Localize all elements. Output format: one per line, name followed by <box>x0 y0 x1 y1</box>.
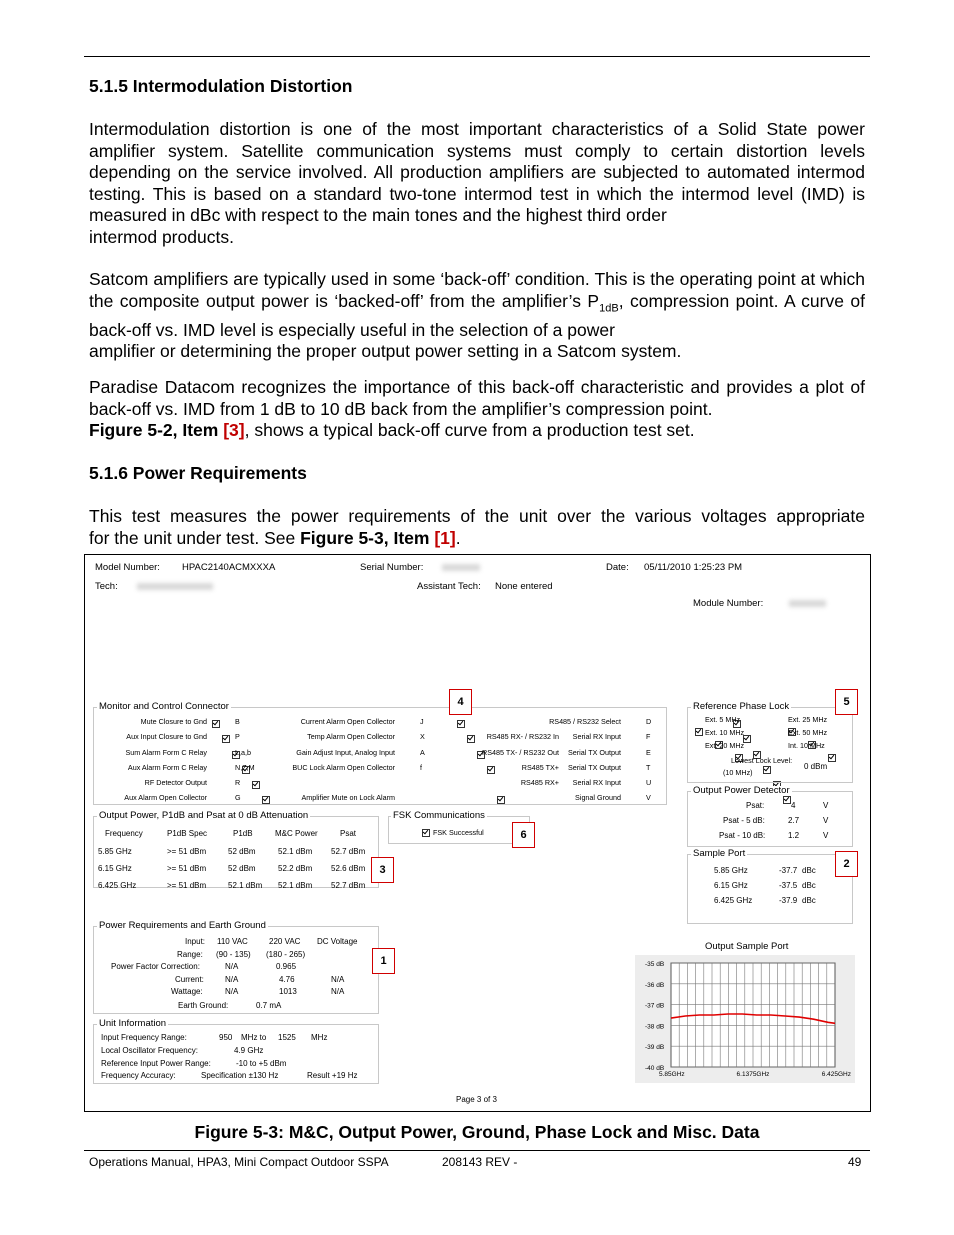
ref-lock-item: Ext. 50 MHz <box>788 728 828 737</box>
footer-title: Operations Manual, HPA3, Mini Compact Outdoor SSPA <box>89 1155 389 1169</box>
sp-freq: 6.15 GHz <box>714 881 748 890</box>
mc-label: Sum Alarm Form C Relay <box>125 748 207 757</box>
sp-value: -37.9 <box>779 896 798 905</box>
callout-1: 1 <box>372 948 395 974</box>
footer-revision: 208143 REV - <box>442 1155 518 1169</box>
mc-pin: L,a,b <box>235 748 251 757</box>
ui-lo-label: Local Oscillator Frequency: <box>101 1046 198 1055</box>
ref-lock-item: Ext. 20 MHz <box>705 741 745 750</box>
opd-psat5-value: 2.7 <box>788 816 800 825</box>
mc-pin: G <box>235 793 241 802</box>
paragraph-backoff <box>89 269 865 363</box>
opd-unit: V <box>823 831 829 840</box>
mc-pin: N,Z,M <box>235 763 255 772</box>
y-tick-label: -39 dB <box>645 1044 665 1052</box>
op-cell: 52.1 dBm <box>278 881 313 890</box>
checkbox-icon <box>828 754 836 762</box>
paragraph-power <box>89 506 865 549</box>
op-cell: 52.1 dBm <box>278 847 313 856</box>
mc-label: Current Alarm Open Collector <box>300 717 395 726</box>
fsk-item <box>421 828 484 838</box>
pr-pfc-220: 0.965 <box>276 962 297 971</box>
opd-unit: V <box>823 816 829 825</box>
date-value: 05/11/2010 1:25:23 PM <box>644 562 743 573</box>
mc-pin: f <box>420 763 422 772</box>
pr-earth-label: Earth Ground: <box>178 1001 229 1010</box>
fsk-item-label: FSK Successful <box>433 828 484 837</box>
paragraph-text: Intermodulation distortion is one of the most important characteristics of a Solid State power amplifier system. Satellite communication systems must comply to certain distortion levels depending on the service involved. All production amplifiers are subjected to automated intermod testing. This is based on a standard two-tone intermod test in which the intermod level (IMD) is measured in dBc with respect to the main tones and the highest third order <box>89 119 865 225</box>
y-tick-label: -36 dB <box>645 981 665 989</box>
y-tick-label: -38 dB <box>645 1023 665 1031</box>
ref-lock-title: Reference Phase Lock <box>693 701 790 712</box>
lowest-lock-sub: (10 MHz) <box>723 768 753 777</box>
checkbox-icon <box>497 796 505 804</box>
y-tick-label: -37 dB <box>645 1002 665 1010</box>
figure-ref: Figure 5-3, Item <box>300 527 430 548</box>
mc-label: Serial TX Output <box>567 763 621 772</box>
mc-label: Aux Alarm Open Collector <box>124 793 207 802</box>
pr-wattage-dc: N/A <box>331 987 345 996</box>
checkbox-icon <box>262 796 270 804</box>
opd-psat10-label: Psat - 10 dB: <box>719 831 766 840</box>
mc-pin: E <box>646 748 651 757</box>
mc-pin: F <box>646 732 651 741</box>
page-label: Page 3 of 3 <box>456 1095 497 1104</box>
op-header: P1dB <box>233 829 253 838</box>
paragraph-last-line: amplifier or determining the proper output power setting in a Satcom system. <box>89 341 682 361</box>
pr-current-label: Current: <box>175 975 204 984</box>
pr-range-label: Range: <box>177 950 203 959</box>
op-cell: >= 51 dBm <box>167 864 207 873</box>
checkbox-icon <box>467 735 475 743</box>
subscript: 1dB <box>599 302 619 314</box>
x-tick-label: 6.1375GHz <box>736 1071 770 1078</box>
mc-pin: B <box>235 717 240 726</box>
top-rule <box>84 56 870 57</box>
figure-test-report <box>84 554 871 1112</box>
sp-value: -37.7 <box>779 866 798 875</box>
op-header: M&C Power <box>275 829 318 838</box>
pr-range-220: (180 - 265) <box>266 950 306 959</box>
op-cell: 52.1 dBm <box>228 881 263 890</box>
op-cell: 52.2 dBm <box>278 864 313 873</box>
mc-label: Aux Input Closure to Gnd <box>126 732 207 741</box>
y-tick-label: -35 dB <box>645 961 665 968</box>
pr-current-dc: N/A <box>331 975 345 984</box>
mc-pin: D <box>646 717 652 726</box>
mc-pin: R <box>235 778 241 787</box>
mc-label: Mute Closure to Gnd <box>140 717 207 726</box>
callout-5: 5 <box>835 689 858 715</box>
paragraph-last-line: intermod products. <box>89 226 234 247</box>
paragraph-text: This test measures the power requirements of the unit over the various voltages appropriate <box>89 506 865 526</box>
sp-value: -37.5 <box>779 881 798 890</box>
op-header: Frequency <box>105 829 143 838</box>
serial-label: Serial Number: <box>360 562 424 573</box>
ui-lo-value: 4.9 GHz <box>234 1046 264 1055</box>
y-tick-label: -40 dB <box>645 1065 665 1072</box>
mc-label: BUC Lock Alarm Open Collector <box>292 763 395 772</box>
callout-2: 2 <box>835 851 858 877</box>
mc-pin: A <box>420 748 425 757</box>
ui-in-freq-mid: MHz to <box>241 1033 267 1042</box>
op-cell: 52.7 dBm <box>331 847 366 856</box>
ui-ref-label: Reference Input Power Range: <box>101 1059 211 1068</box>
mc-label: Signal Ground <box>575 793 621 802</box>
opd-psat-value: 4 <box>791 801 796 810</box>
pr-wattage-220: 1013 <box>279 987 297 996</box>
callout-6: 6 <box>512 822 535 848</box>
model-value: HPAC2140ACMXXXA <box>182 562 276 573</box>
mc-label: RS485 TX+ <box>521 763 559 772</box>
ui-acc-result: Result +19 Hz <box>307 1071 358 1080</box>
x-tick-label: 5.85GHz <box>659 1071 685 1078</box>
unit-info-title: Unit Information <box>99 1018 167 1029</box>
checkbox-icon <box>695 728 703 736</box>
mc-pin: J <box>420 717 424 726</box>
op-cell: 6.425 GHz <box>98 881 137 890</box>
module-label: Module Number: <box>693 598 764 609</box>
x-tick-label: 6.425GHz <box>821 1071 851 1078</box>
pr-220: 220 VAC <box>269 937 301 946</box>
sample-port-title: Sample Port <box>693 848 746 859</box>
checkbox-icon <box>487 766 495 774</box>
op-header: Psat <box>340 829 357 838</box>
figure-caption: Figure 5-3: M&C, Output Power, Ground, Phase Lock and Misc. Data <box>194 1122 760 1142</box>
ui-acc-spec: Specification ±130 Hz <box>201 1071 279 1080</box>
pr-input-label: Input: <box>185 937 206 946</box>
checkbox-icon <box>212 720 220 728</box>
paragraph-text: , compression point. A curve of back-off vs. IMD level is especially useful in the selection of a power <box>89 290 865 340</box>
footer-page-number: 49 <box>848 1155 862 1169</box>
fsk-title: FSK Communications <box>393 810 485 821</box>
paragraph-intermod-1 <box>89 119 865 248</box>
ref-lock-item: Ext. 5 MHz <box>705 715 741 724</box>
paragraph-text: Satcom amplifiers are typically used in some ‘back-off’ condition. This is the operating point at which the composite output power is ‘backed-off’ from the amplifier’s P <box>89 269 865 311</box>
op-header: P1dB Spec <box>167 829 208 838</box>
mc-label: Amplifier Mute on Lock Alarm <box>301 793 395 802</box>
checkbox-icon <box>422 829 430 837</box>
item-ref[interactable]: [1] <box>434 527 456 548</box>
output-power-title: Output Power, P1dB and Psat at 0 dB Attenuation <box>99 810 309 821</box>
paragraph-last-line <box>89 528 865 550</box>
redacted-serial <box>442 564 480 571</box>
mc-label: Serial TX Output <box>567 748 621 757</box>
ui-ref-value: -10 to +5 dBm <box>236 1059 287 1068</box>
paragraph-last-line <box>89 420 865 442</box>
checkbox-icon <box>222 735 230 743</box>
sp-unit: dBc <box>802 866 816 875</box>
power-req-title: Power Requirements and Earth Ground <box>99 920 266 931</box>
model-label: Model Number: <box>95 562 160 573</box>
figure-ref: Figure 5-2, Item <box>89 420 219 440</box>
pr-pfc-110: N/A <box>225 962 239 971</box>
op-cell: >= 51 dBm <box>167 847 207 856</box>
mc-label: Serial RX Input <box>572 778 621 787</box>
callout-4: 4 <box>449 689 472 715</box>
assistant-value: None entered <box>495 581 553 592</box>
mc-label: Aux Alarm Form C Relay <box>127 763 207 772</box>
checkbox-icon <box>252 781 260 789</box>
heading-power-requirements: 5.1.6 Power Requirements <box>89 463 307 483</box>
assistant-label: Assistant Tech: <box>417 581 481 592</box>
mc-label: RS485 RX+ <box>520 778 559 787</box>
mc-label: RF Detector Output <box>144 778 207 787</box>
paragraph-text: , shows a typical back-off curve from a production test set. <box>244 420 695 440</box>
lowest-lock-label: Lowest Lock Level: <box>731 756 793 765</box>
ui-in-freq-hi: 1525 <box>278 1033 296 1042</box>
footer-rule <box>84 1150 870 1151</box>
ui-acc-label: Frequency Accuracy: <box>101 1071 176 1080</box>
op-cell: 52 dBm <box>228 864 256 873</box>
chart-title: Output Sample Port <box>705 941 789 952</box>
pr-wattage-label: Wattage: <box>171 987 203 996</box>
mc-pin: V <box>646 793 651 802</box>
heading-intermodulation: 5.1.5 Intermodulation Distortion <box>89 76 353 96</box>
checkbox-icon <box>457 720 465 728</box>
op-cell: 52 dBm <box>228 847 256 856</box>
opd-psat10-value: 1.2 <box>788 831 800 840</box>
pr-current-110: N/A <box>225 975 239 984</box>
pr-earth-value: 0.7 mA <box>256 1001 282 1010</box>
mc-label: RS485 TX- / RS232 Out <box>482 748 559 757</box>
pr-dc: DC Voltage <box>317 937 358 946</box>
ref-lock-item: Int. 10 MHz <box>788 741 825 750</box>
op-cell: 5.85 GHz <box>98 847 132 856</box>
op-cell: 52.7 dBm <box>331 881 366 890</box>
mc-label: Serial RX Input <box>572 732 621 741</box>
pr-110: 110 VAC <box>217 937 248 946</box>
sample-port-panel <box>687 854 853 924</box>
sp-freq: 5.85 GHz <box>714 866 748 875</box>
ref-lock-item: Ext. 25 MHz <box>788 715 828 724</box>
mc-pin: U <box>646 778 652 787</box>
ui-in-freq-lo: 950 <box>219 1033 233 1042</box>
mc-label: Temp Alarm Open Collector <box>307 732 395 741</box>
mc-pin: T <box>646 763 651 772</box>
op-cell: >= 51 dBm <box>167 881 207 890</box>
mc-label: Gain Adjust Input, Analog Input <box>296 748 395 757</box>
sp-unit: dBc <box>802 881 816 890</box>
sp-unit: dBc <box>802 896 816 905</box>
lowest-lock-value: 0 dBm <box>804 762 828 771</box>
opd-psat-label: Psat: <box>746 801 765 810</box>
mc-pin: X <box>420 732 425 741</box>
opd-psat5-label: Psat - 5 dB: <box>723 816 765 825</box>
mc-label: RS485 RX- / RS232 In <box>486 732 559 741</box>
pr-wattage-110: N/A <box>225 987 239 996</box>
mc-title: Monitor and Control Connector <box>99 701 229 712</box>
mc-label: RS485 / RS232 Select <box>549 717 621 726</box>
sp-freq: 6.425 GHz <box>714 896 753 905</box>
op-cell: 52.6 dBm <box>331 864 366 873</box>
pr-current-220: 4.76 <box>279 975 295 984</box>
date-label: Date: <box>606 562 629 573</box>
ui-in-freq-unit: MHz <box>311 1033 328 1042</box>
opd-title: Output Power Detector <box>693 785 790 796</box>
callout-3: 3 <box>371 857 394 883</box>
pr-range-110: (90 - 135) <box>216 950 251 959</box>
op-cell: 6.15 GHz <box>98 864 132 873</box>
ref-lock-item: Ext. 10 MHz <box>705 728 745 737</box>
ui-in-freq-label: Input Frequency Range: <box>101 1033 187 1042</box>
tech-label: Tech: <box>95 581 118 592</box>
sample-port-chart <box>635 955 855 1083</box>
paragraph-text: for the unit under test. See <box>89 527 301 548</box>
item-ref[interactable]: [3] <box>223 420 245 440</box>
mc-pin: P <box>235 732 240 741</box>
pr-pfc-label: Power Factor Correction: <box>111 962 200 971</box>
paragraph-text: Paradise Datacom recognizes the importance of this back-off characteristic and provides a plot of back-off vs. IMD from 1 dB to 10 dB back from the amplifier’s compression point. <box>89 377 865 419</box>
paragraph-paradise <box>89 377 865 442</box>
redacted-module <box>789 600 826 607</box>
paragraph-text: . <box>455 527 461 548</box>
opd-unit: V <box>823 801 829 810</box>
redacted-tech <box>137 583 213 590</box>
